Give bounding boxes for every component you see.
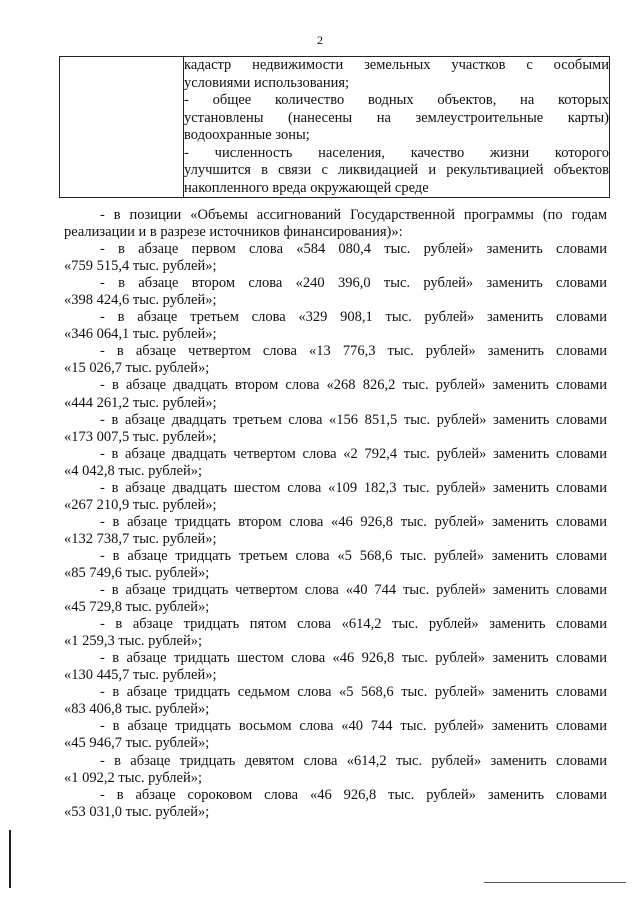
amendment-paragraph — [64, 377, 607, 411]
table-line: водоохранные зоны; — [184, 127, 310, 143]
paragraph-first-line: - в абзаце тридцать четвертом слова «40 744 тыс. рублей» заменить словами — [100, 582, 607, 599]
table-row — [60, 57, 610, 198]
amendment-paragraph — [64, 718, 607, 752]
paragraph-continuation: «132 738,7 тыс. рублей»; — [64, 530, 217, 547]
paragraph-continuation: «759 515,4 тыс. рублей»; — [64, 258, 217, 275]
paragraph-first-line: - в абзаце тридцать втором слова «46 926,8 тыс. рублей» заменить словами — [100, 513, 607, 530]
amendment-paragraph — [64, 275, 607, 309]
table-line: условиями использования; — [184, 74, 350, 91]
paragraph-first-line: - в абзаце двадцать четвертом слова «2 792,4 тыс. рублей» заменить словами — [100, 445, 607, 462]
paragraph-first-line: - в абзаце тридцать пятом слова «614,2 тыс. рублей» заменить словами — [100, 616, 607, 633]
continuation-table — [59, 56, 610, 198]
paragraph-first-line: - в позиции «Объемы ассигнований Государственной программы (по годам — [100, 207, 607, 223]
paragraph-first-line: - в абзаце двадцать шестом слова «109 182,3 тыс. рублей» заменить словами — [100, 479, 607, 496]
paragraph-first-line: - в абзаце двадцать втором слова «268 826,2 тыс. рублей» заменить словами — [100, 377, 607, 394]
amendment-paragraph — [64, 343, 607, 377]
paragraph-continuation: реализации и в разрезе источников финансирования)»: — [64, 224, 403, 241]
amendment-paragraph — [64, 514, 607, 548]
paragraph-continuation: «15 026,7 тыс. рублей»; — [64, 360, 210, 377]
paragraph-first-line: - в абзаце двадцать третьем слова «156 851,5 тыс. рублей» заменить словами — [100, 411, 607, 428]
amendment-paragraph — [64, 616, 607, 650]
paragraph-continuation: «53 031,0 тыс. рублей»; — [64, 803, 210, 820]
paragraph-first-line: - в абзаце втором слова «240 396,0 тыс. рублей» заменить словами — [100, 275, 607, 292]
paragraph-first-line: - в абзаце тридцать восьмом слова «40 744 тыс. рублей» заменить словами — [100, 718, 607, 735]
footer-rule — [484, 882, 626, 883]
amendment-paragraph — [64, 309, 607, 343]
paragraph-first-line: - в абзаце сороковом слова «46 926,8 тыс. рублей» заменить словами — [100, 786, 607, 803]
paragraph-continuation: «45 729,8 тыс. рублей»; — [64, 599, 210, 616]
table-line: кадастр недвижимости земельных участков с особыми — [184, 57, 609, 73]
amendment-paragraph — [64, 582, 607, 616]
amendment-paragraph — [64, 650, 607, 684]
paragraph-continuation: «1 259,3 тыс. рублей»; — [64, 633, 202, 650]
paragraph-continuation: «267 210,9 тыс. рублей»; — [64, 496, 217, 513]
amendment-paragraph — [64, 480, 607, 514]
amendment-paragraph — [64, 787, 607, 821]
paragraph-first-line: - в абзаце третьем слова «329 908,1 тыс. рублей» заменить словами — [100, 309, 607, 326]
amendment-paragraph — [64, 446, 607, 480]
paragraph-first-line: - в абзаце первом слова «584 080,4 тыс. рублей» заменить словами — [100, 241, 607, 258]
amendment-paragraph — [64, 548, 607, 582]
amendment-paragraph — [64, 412, 607, 446]
table-line: накопленного вреда окружающей среде — [184, 179, 429, 196]
paragraph-continuation: «85 749,6 тыс. рублей»; — [64, 564, 210, 581]
table-line: - общее количество водных объектов, на которых — [184, 92, 609, 108]
paragraph-continuation: «45 946,7 тыс. рублей»; — [64, 735, 210, 752]
paragraph-first-line: - в абзаце тридцать седьмом слова «5 568,6 тыс. рублей» заменить словами — [100, 684, 607, 701]
table-right-cell — [184, 57, 610, 198]
paragraph-continuation: «398 424,6 тыс. рублей»; — [64, 292, 217, 309]
scan-edge-mark — [9, 830, 11, 888]
paragraph-continuation: «83 406,8 тыс. рублей»; — [64, 701, 210, 718]
paragraph-first-line: - в абзаце тридцать третьем слова «5 568,6 тыс. рублей» заменить словами — [100, 547, 607, 564]
paragraph-first-line: - в абзаце тридцать девятом слова «614,2 тыс. рублей» заменить словами — [100, 752, 607, 769]
paragraph-continuation: «130 445,7 тыс. рублей»; — [64, 667, 217, 684]
paragraph-continuation: «444 261,2 тыс. рублей»; — [64, 394, 217, 411]
amendment-paragraph — [64, 753, 607, 787]
paragraph-first-line: - в абзаце четвертом слова «13 776,3 тыс. рублей» заменить словами — [100, 343, 607, 360]
page-number: 2 — [317, 33, 323, 47]
amendment-paragraph — [64, 207, 607, 241]
paragraph-continuation: «1 092,2 тыс. рублей»; — [64, 769, 202, 786]
table-line: - численность населения, качество жизни которого — [184, 144, 609, 161]
table-line: улучшится в связи с ликвидацией и рекультивацией объектов — [184, 162, 609, 178]
paragraph-continuation: «346 064,1 тыс. рублей»; — [64, 326, 217, 343]
paragraph-continuation: «4 042,8 тыс. рублей»; — [64, 462, 202, 479]
table-line: установлены (нанесены на землеустроительные карты) — [184, 109, 609, 126]
table-left-cell — [60, 57, 184, 198]
amendment-paragraph — [64, 241, 607, 275]
paragraph-continuation: «173 007,5 тыс. рублей»; — [64, 428, 217, 445]
paragraph-first-line: - в абзаце тридцать шестом слова «46 926,8 тыс. рублей» заменить словами — [100, 650, 607, 667]
amendment-paragraph — [64, 684, 607, 718]
amendment-list — [64, 207, 607, 821]
